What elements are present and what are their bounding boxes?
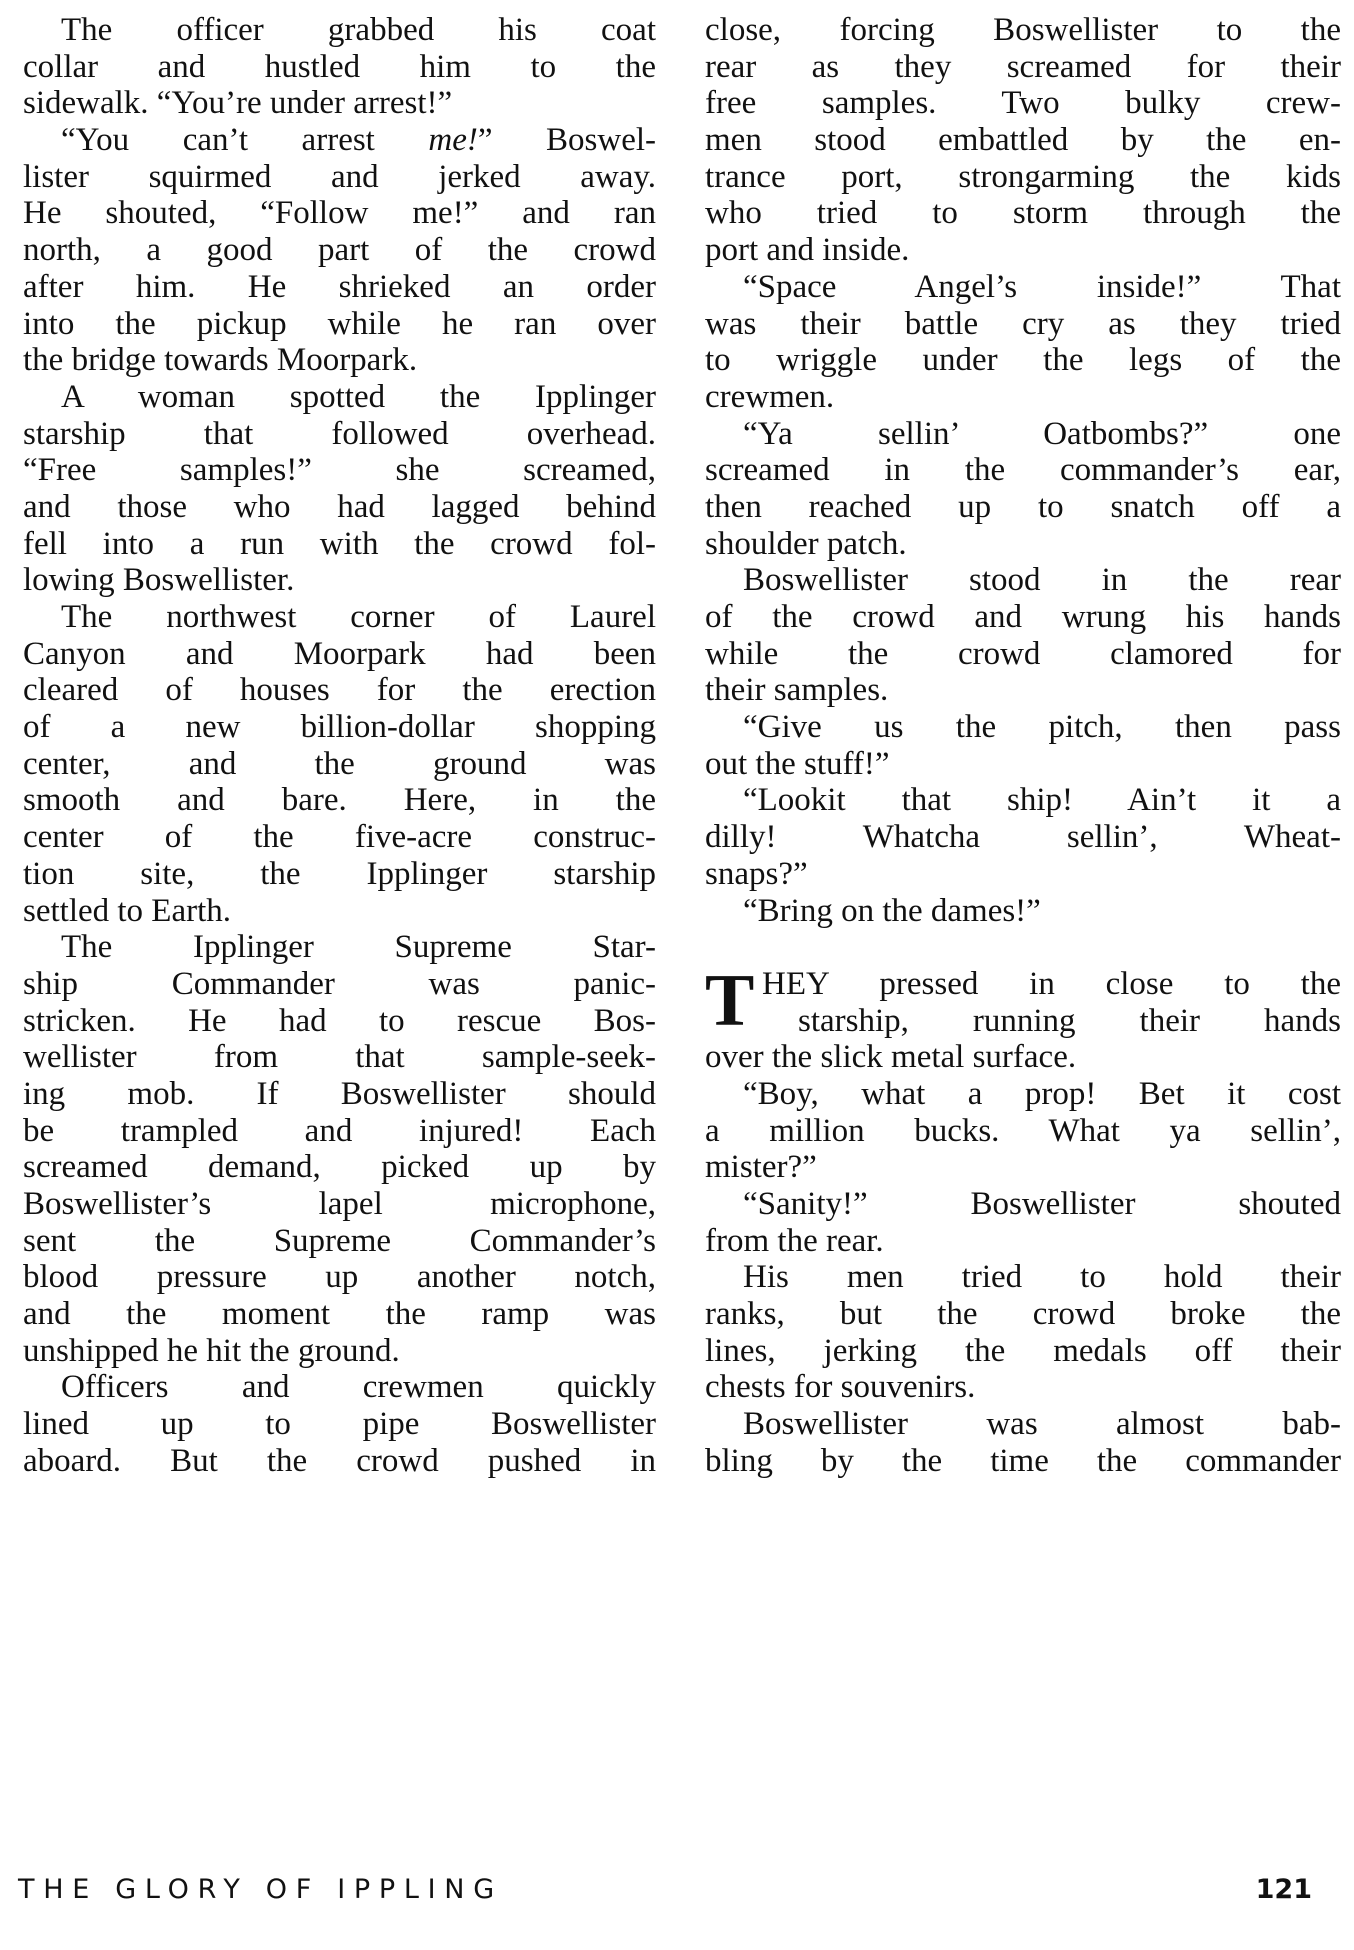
text-line: the bridge towards Moorpark. xyxy=(23,342,418,379)
text-line: lined up to pipe Boswellister xyxy=(23,1406,656,1443)
section-break xyxy=(705,929,1341,966)
text-line: men stood embattled by the en- xyxy=(705,122,1341,159)
text-line: sent the Supreme Commander’s xyxy=(23,1222,656,1259)
text-line: tion site, the Ipplinger starship xyxy=(23,855,656,892)
text-line: then reached up to snatch off a xyxy=(705,488,1341,525)
text-line: Boswellister stood in the rear xyxy=(743,562,1341,599)
text-line: “Give us the pitch, then pass xyxy=(743,709,1341,746)
text-line: HEY pressed in close to the xyxy=(762,965,1341,1002)
emphasis-text: me! xyxy=(428,122,478,159)
drop-cap: T xyxy=(705,959,755,1042)
text-line: Boswellister’s lapel microphone, xyxy=(23,1186,656,1222)
text-line: after him. He shrieked an order xyxy=(23,268,656,305)
text-line: crewmen. xyxy=(705,378,835,415)
left-column xyxy=(23,12,656,1480)
text-line: over the slick metal surface. xyxy=(705,1039,1077,1076)
page-number: 121 xyxy=(1255,1874,1312,1905)
text-line: Canyon and Moorpark had been xyxy=(23,635,656,672)
text-line: rear as they screamed for their xyxy=(705,48,1341,85)
section-opening xyxy=(705,959,1341,1042)
text-line: a million bucks. What ya sellin’, xyxy=(705,1112,1341,1149)
text-line: starship, running their hands xyxy=(798,1002,1341,1039)
text-line: snaps?” xyxy=(705,855,808,892)
text-line: ship Commander was panic- xyxy=(23,965,656,1002)
text-line: port and inside. xyxy=(705,232,910,269)
text-line: He shouted, “Follow me!” and ran xyxy=(23,195,656,232)
text-line: starship that followed overhead. xyxy=(23,415,656,452)
text-line: fell into a run with the crowd fol- xyxy=(23,525,656,562)
text-line: shoulder patch. xyxy=(705,525,907,562)
text-line: The Ipplinger Supreme Star- xyxy=(61,929,656,966)
text-line: free samples. Two bulky crew- xyxy=(705,85,1341,122)
text-line: settled to Earth. xyxy=(23,892,232,929)
text-line: be trampled and injured! Each xyxy=(23,1112,656,1149)
text-line: Officers and crewmen quickly xyxy=(61,1369,656,1406)
text-line: mister?” xyxy=(705,1149,817,1186)
text-line: A woman spotted the Ipplinger xyxy=(61,378,656,415)
text-line: out the stuff!” xyxy=(705,745,890,782)
text-line: and those who had lagged behind xyxy=(23,488,656,525)
text-line: who tried to storm through the xyxy=(705,195,1341,232)
text-line: “Sanity!” Boswellister shouted xyxy=(743,1186,1341,1222)
text-line: and the moment the ramp was xyxy=(23,1296,656,1333)
text-line: bling by the time the commander xyxy=(705,1442,1341,1479)
text-line: Boswellister was almost bab- xyxy=(743,1406,1341,1443)
text-line: screamed in the commander’s ear, xyxy=(705,452,1341,489)
running-title: THE GLORY OF IPPLING xyxy=(18,1874,503,1905)
text-line: ing mob. If Boswellister should xyxy=(23,1075,656,1112)
text-line: His men tried to hold their xyxy=(743,1259,1341,1296)
text-line: “Space Angel’s inside!” That xyxy=(743,268,1341,305)
text-run: ” Boswel- xyxy=(477,122,656,159)
text-line: “Lookit that ship! Ain’t it a xyxy=(743,782,1341,819)
text-line: ranks, but the crowd broke the xyxy=(705,1296,1341,1333)
text-line: dilly! Whatcha sellin’, Wheat- xyxy=(705,819,1341,856)
text-line: of the crowd and wrung his hands xyxy=(705,599,1341,635)
text-line: wellister from that sample-seek- xyxy=(23,1039,656,1076)
text-line: lister squirmed and jerked away. xyxy=(23,158,656,195)
text-line: lines, jerking the medals off their xyxy=(705,1332,1341,1369)
text-line: to wriggle under the legs of the xyxy=(705,342,1341,379)
text-line: lowing Boswellister. xyxy=(23,562,295,599)
text-line: smooth and bare. Here, in the xyxy=(23,782,656,819)
text-line: into the pickup while he ran over xyxy=(23,305,656,342)
text-line: The officer grabbed his coat xyxy=(61,12,656,48)
text-line: collar and hustled him to the xyxy=(23,48,656,85)
text-line: “Free samples!” she screamed, xyxy=(23,452,656,489)
text-line: screamed demand, picked up by xyxy=(23,1149,656,1186)
text-line: sidewalk. “You’re under arrest!” xyxy=(23,85,453,122)
text-line: unshipped he hit the ground. xyxy=(23,1332,400,1369)
text-line: trance port, strongarming the kids xyxy=(705,158,1341,195)
right-column xyxy=(705,12,1341,1480)
text-line-with-emphasis xyxy=(23,122,656,159)
text-line: was their battle cry as they tried xyxy=(705,305,1341,342)
text-line: chests for souvenirs. xyxy=(705,1369,976,1406)
text-line: blood pressure up another notch, xyxy=(23,1259,656,1296)
text-line: north, a good part of the crowd xyxy=(23,232,656,269)
text-line: cleared of houses for the erection xyxy=(23,672,656,709)
text-line: close, forcing Boswellister to the xyxy=(705,12,1341,48)
text-line: “Bring on the dames!” xyxy=(743,892,1041,929)
text-line: center, and the ground was xyxy=(23,745,656,782)
text-line: of a new billion-dollar shopping xyxy=(23,709,656,746)
text-line: aboard. But the crowd pushed in xyxy=(23,1442,656,1479)
text-run: “You can’t arrest xyxy=(61,122,429,159)
text-line: “Ya sellin’ Oatbombs?” one xyxy=(743,415,1341,452)
text-line: The northwest corner of Laurel xyxy=(61,599,656,635)
text-line: center of the five-acre construc- xyxy=(23,819,656,856)
text-line: while the crowd clamored for xyxy=(705,635,1341,672)
text-line: from the rear. xyxy=(705,1222,884,1259)
text-line: stricken. He had to rescue Bos- xyxy=(23,1002,656,1039)
text-line: “Boy, what a prop! Bet it cost xyxy=(743,1075,1341,1112)
text-line: their samples. xyxy=(705,672,889,709)
